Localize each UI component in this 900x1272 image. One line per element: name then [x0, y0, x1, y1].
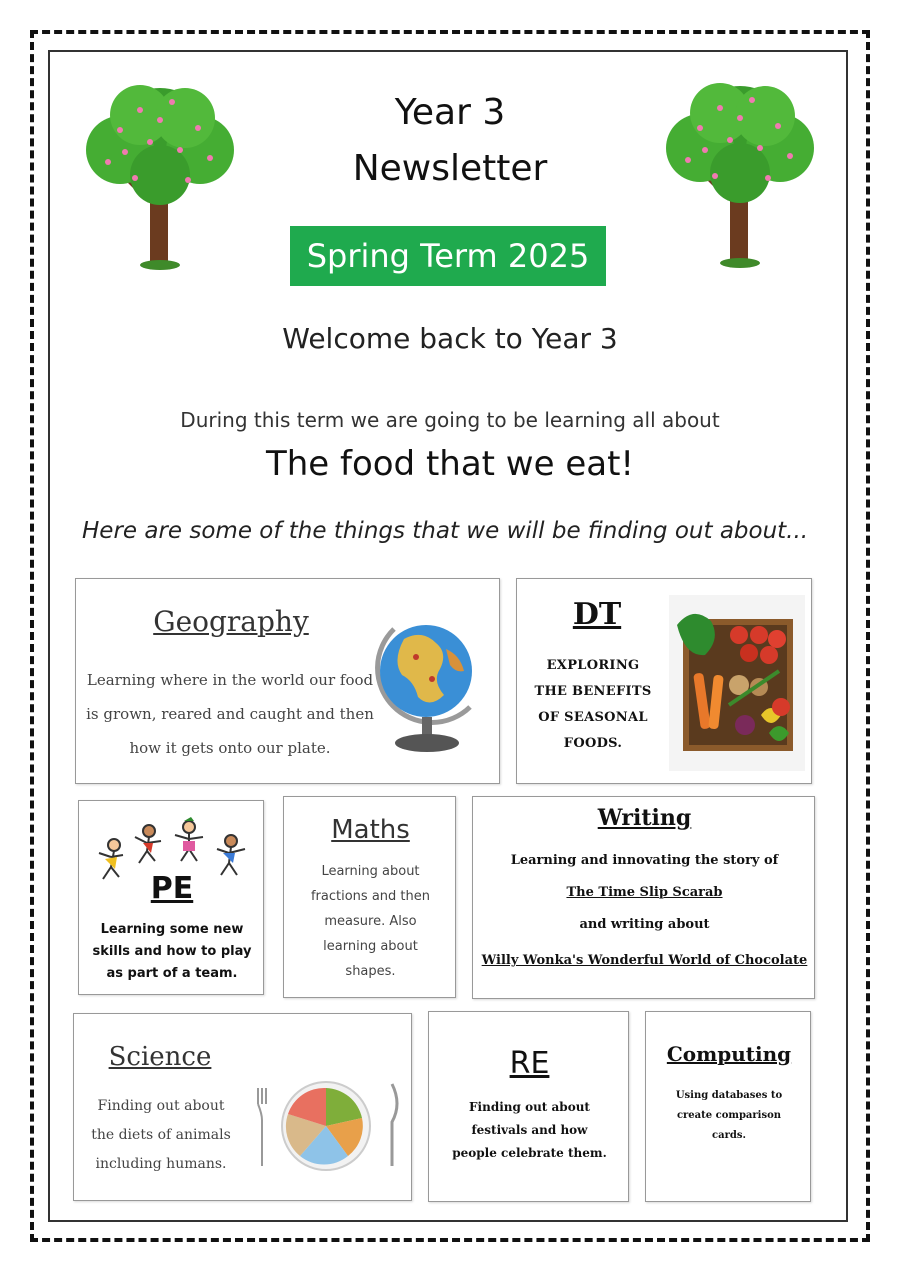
science-description: Finding out about the diets of animals including humans.: [91, 1098, 231, 1172]
maths-title: Maths: [331, 815, 410, 845]
pe-card: [78, 800, 264, 995]
science-card: [73, 1013, 412, 1201]
welcome-text: Welcome back to Year 3: [282, 322, 618, 355]
computing-card: [645, 1011, 811, 1202]
globe-icon: [374, 609, 484, 759]
maths-card: [283, 796, 456, 998]
re-title: RE: [509, 1046, 550, 1081]
topic-title: The food that we eat!: [265, 444, 635, 484]
writing-line-story: Learning and innovating the story of: [510, 853, 779, 868]
maths-description: Learning about fractions and then measure. Also learning about shapes.: [310, 864, 430, 979]
vegetable-crate-icon: [669, 595, 805, 771]
term-badge: Spring Term 2025: [290, 226, 606, 286]
dt-title: DT: [572, 597, 622, 632]
newsletter-title-year: Year 3: [394, 92, 506, 133]
computing-description: Using databases to create comparison cards.: [675, 1090, 783, 1141]
dt-card: [516, 578, 812, 784]
food-plate-icon: [252, 1074, 402, 1174]
pe-description: Learning some new skills and how to play as part of a team.: [92, 922, 252, 981]
geography-card: [75, 578, 500, 784]
geography-title: Geography: [153, 605, 309, 638]
science-title: Science: [108, 1042, 212, 1072]
newsletter-title: Newsletter: [352, 148, 548, 189]
computing-title: Computing: [666, 1042, 792, 1066]
dt-description: EXPLORING THE BENEFITS OF SEASONAL FOODS.: [534, 658, 652, 751]
pe-title: PE: [150, 871, 194, 906]
writing-second-title: Willy Wonka's Wonderful World of Chocolate: [481, 953, 808, 968]
writing-card: [472, 796, 815, 999]
geography-description: Learning where in the world our food is grown, reared and caught and then how it gets onto our plate.: [86, 671, 374, 757]
writing-title: Writing: [597, 805, 692, 831]
writing-book-title: The Time Slip Scarab: [566, 885, 723, 900]
intro-lead: During this term we are going to be learning all about: [180, 408, 720, 432]
writing-line-about: and writing about: [579, 917, 710, 932]
re-card: [428, 1011, 629, 1202]
finding-out-text: Here are some of the things that we will be finding out about...: [82, 518, 809, 544]
re-description: Finding out about festivals and how people celebrate them.: [452, 1100, 607, 1160]
